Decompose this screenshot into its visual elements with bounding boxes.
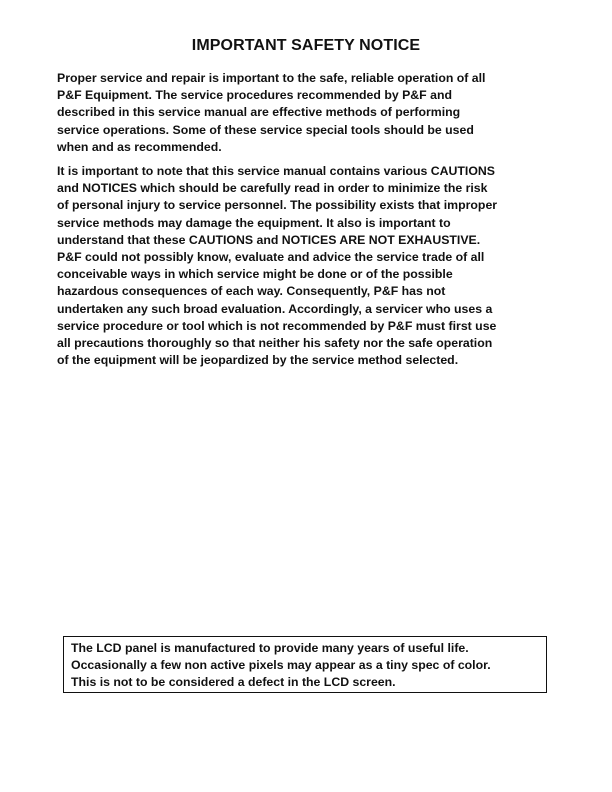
paragraph-line: It is important to note that this service manual contains various CAUTIONS xyxy=(57,164,495,178)
paragraph-line: described in this service manual are effective methods of performing xyxy=(57,105,461,120)
lcd-notice-line: The LCD panel is manufactured to provide many years of useful life. xyxy=(71,641,469,655)
paragraph-line: when and as recommended. xyxy=(57,139,222,154)
paragraph-line: P&F could not possibly know, evaluate and advice the service trade of all xyxy=(57,250,485,265)
paragraph-line: hazardous consequences of each way. Consequently, P&F has not xyxy=(57,284,446,299)
lcd-notice-line: Occasionally a few non active pixels may appear as a tiny spec of color. xyxy=(71,658,491,673)
paragraph-line: and NOTICES which should be carefully read in order to minimize the risk xyxy=(57,181,488,196)
paragraph-line: service procedure or tool which is not recommended by P&F must first use xyxy=(57,318,497,333)
paragraph-line: P&F Equipment. The service procedures recommended by P&F and xyxy=(57,88,452,103)
page-title: IMPORTANT SAFETY NOTICE xyxy=(191,37,421,54)
paragraph-line: all precautions thoroughly so that neither his safety nor the safe operation xyxy=(57,336,493,351)
paragraph-line: conceivable ways in which service might be done or of the possible xyxy=(57,267,453,282)
lcd-notice-box xyxy=(63,636,547,693)
cautions-notices-paragraph xyxy=(57,163,557,369)
paragraph-line: undertaken any such broad evaluation. Accordingly, a servicer who uses a xyxy=(57,301,493,316)
paragraph-line: service operations. Some of these service special tools should be used xyxy=(57,122,474,137)
paragraph-line: understand that these CAUTIONS and NOTICES ARE NOT EXHAUSTIVE. xyxy=(57,232,481,247)
paragraph-line: of personal injury to service personnel. The possibility exists that improper xyxy=(57,198,498,213)
lcd-notice-text xyxy=(71,640,491,692)
paragraph-line: Proper service and repair is important to the safe, reliable operation of all xyxy=(57,71,486,85)
paragraph-line: service methods may damage the equipment. It also is important to xyxy=(57,215,451,230)
lcd-notice-line: This is not to be considered a defect in the LCD screen. xyxy=(71,675,396,690)
paragraph-line: of the equipment will be jeopardized by the service method selected. xyxy=(57,353,459,368)
service-repair-paragraph xyxy=(57,70,557,156)
